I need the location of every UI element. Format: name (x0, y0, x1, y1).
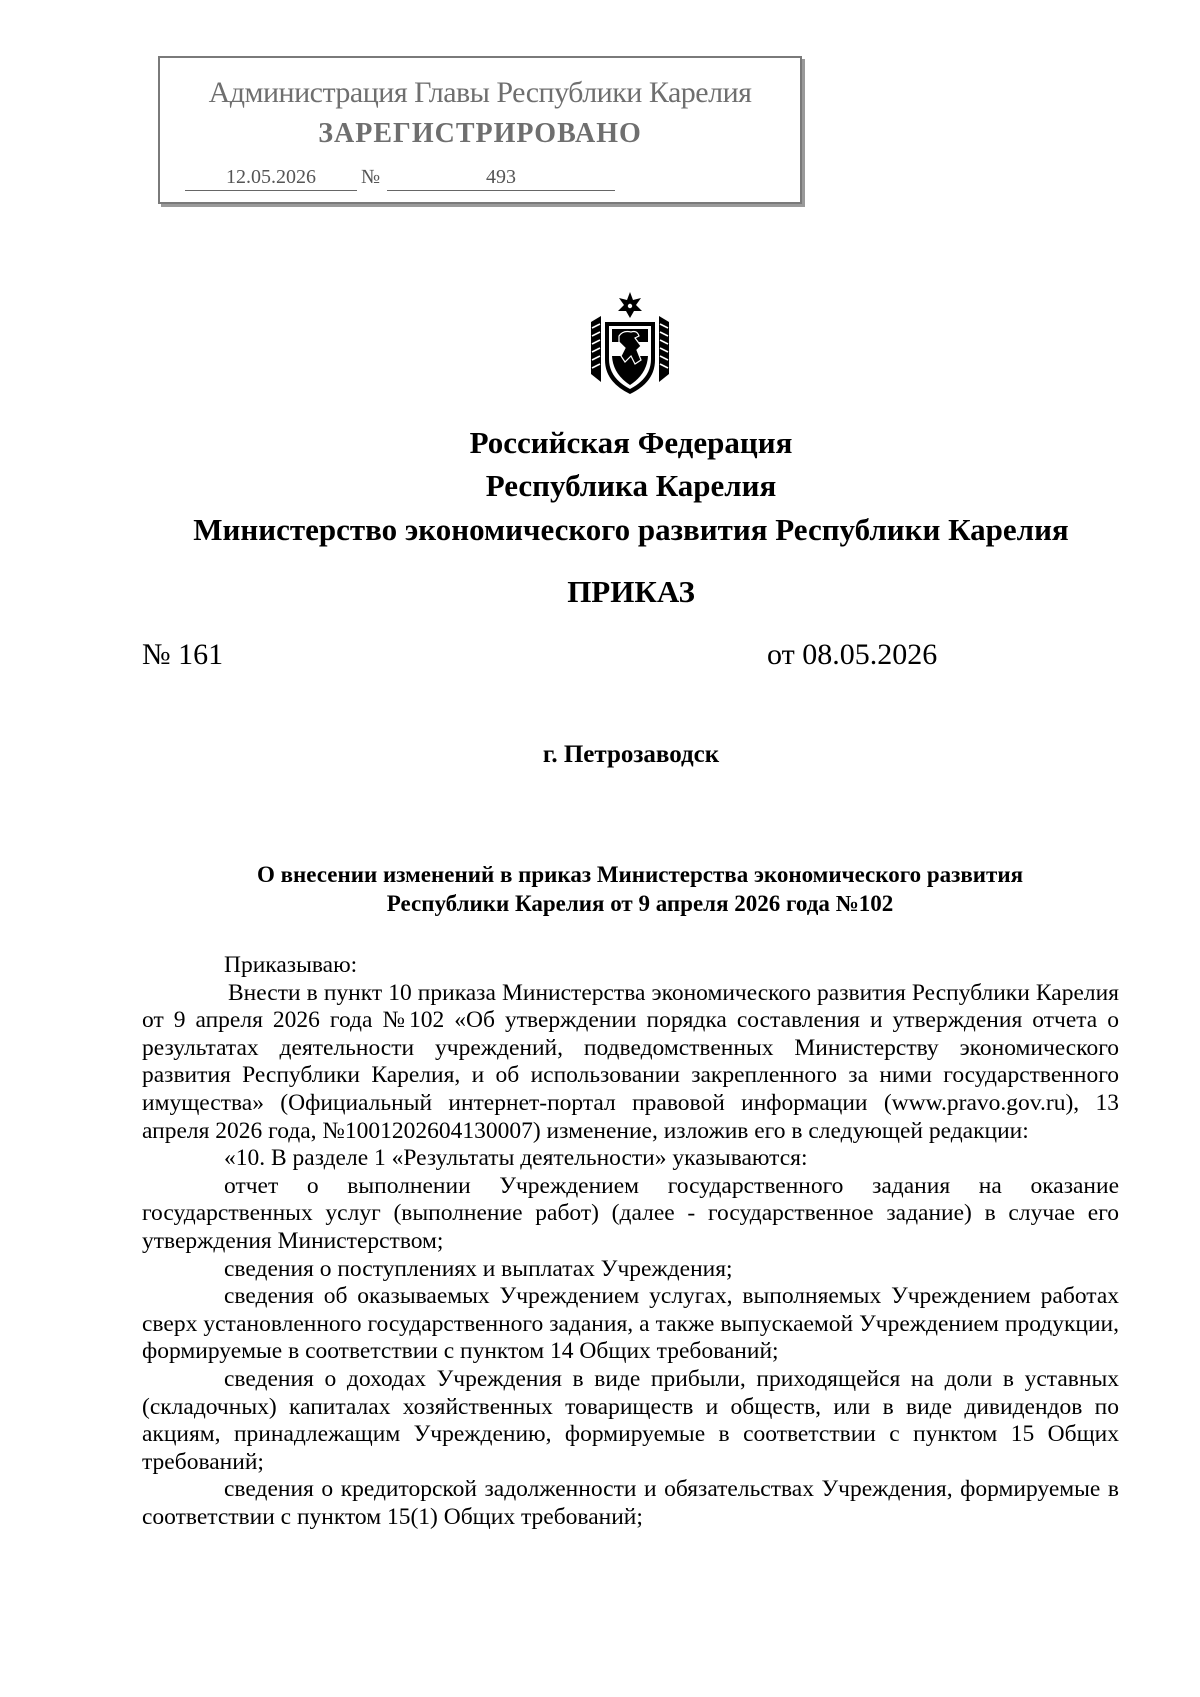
registration-stamp (158, 56, 802, 204)
document-type: ПРИКАЗ (567, 574, 695, 609)
order-date: от 08.05.2026 (767, 638, 938, 671)
stamp-number-label: № (361, 166, 381, 188)
document-subject (140, 860, 1140, 918)
order-city: г. Петрозаводск (542, 741, 720, 768)
order-number: № 161 (142, 638, 224, 671)
header-region: Республика Карелия (485, 468, 777, 503)
document-body (142, 952, 1119, 1531)
subject-line-2: Республики Карелия от 9 апреля 2026 года №102 (386, 891, 894, 916)
stamp-number: 493 (387, 166, 615, 191)
body-paragraph-section: «10. В разделе 1 «Результаты деятельности» указываются: (224, 1145, 808, 1172)
subject-line-1: О внесении изменений в приказ Министерства экономического развития (256, 862, 1024, 887)
stamp-registration-row (185, 166, 775, 196)
body-paragraph-item-5: сведения о кредиторской задолженности и обязательствах Учреждения, формируемые в соответствии с пунктом 15(1) Общих требований; (142, 1476, 1119, 1530)
karelia-coat-of-arms-icon (585, 290, 675, 398)
body-paragraph-item-1: отчет о выполнении Учреждением государственного задания на оказание государственных услуг (выполнение работ) (далее - государственное задание) в случае его утверждения Министерством; (142, 1172, 1119, 1254)
body-paragraph-amendment: Внести в пункт 10 приказа Министерства экономического развития Республики Карелия от 9 апреля 2026 года №102 «Об утверждении порядка составления и утверждения отчета о результатах деятельности учреждений, подведомственных Министерству экономического развития Республики Карелия, и об использовании закрепленного за ними государственного имущества» (Официальный интернет-портал правовой информации (www.pravo.gov.ru), 13 апреля 2026 года, №1001202604130007) изменение, изложив его в следующей редакции: (142, 979, 1119, 1144)
stamp-date: 12.05.2026 (185, 166, 357, 191)
body-paragraph-item-3: сведения об оказываемых Учреждением услугах, выполняемых Учреждением работах сверх установленного государственного задания, а также выпускаемой Учреждением продукции, формируемые в соответствии с пунктом 14 Общих требований; (142, 1283, 1119, 1365)
body-paragraph-order: Приказываю: (224, 952, 358, 978)
body-paragraph-item-2: сведения о поступлениях и выплатах Учреждения; (224, 1255, 733, 1282)
body-paragraph-item-4: сведения о доходах Учреждения в виде прибыли, приходящейся на доли в уставных (складочных) капиталах хозяйственных товариществ и обществ, или в виде дивидендов по акциям, принадлежащим Учреждению, формируемые в соответствии с пунктом 15 Общих требований; (142, 1365, 1119, 1475)
header-country: Российская Федерация (469, 425, 793, 460)
stamp-authority: Администрация Главы Республики Карелия (208, 76, 752, 109)
header-ministry: Министерство экономического развития Республики Карелия (193, 512, 1069, 547)
stamp-status: ЗАРЕГИСТРИРОВАНО (318, 118, 642, 149)
